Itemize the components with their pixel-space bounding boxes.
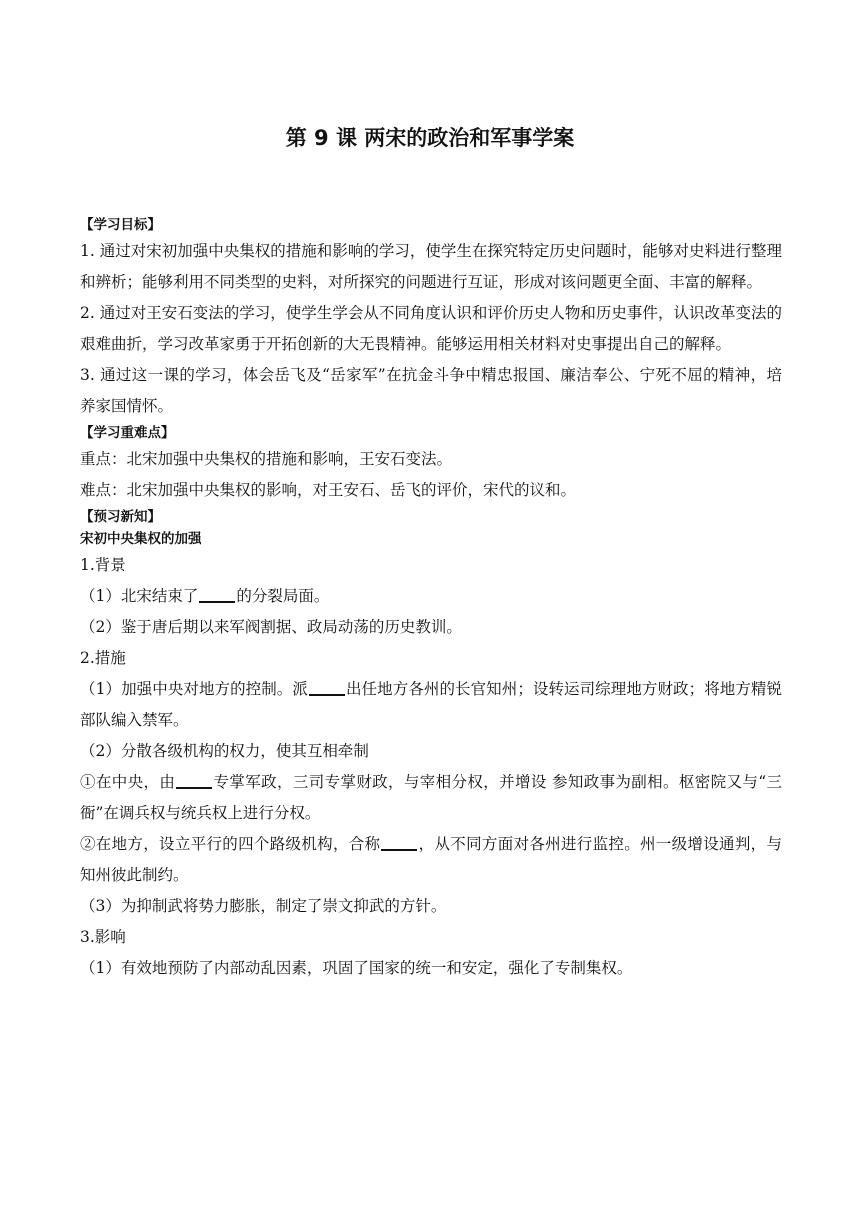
measure-1-text-b: 出任地方各州的长官知州；设转运司综理地方财政；将地方精锐部队编入禁军。: [80, 680, 782, 729]
heading-key-points: 【学习重难点】: [80, 425, 175, 441]
difficult-point: 难点：北宋加强中央集权的影响，对王安石、岳飞的评价，宋代的议和。: [80, 481, 577, 499]
document-body: [80, 214, 782, 984]
key-point: 重点：北宋加强中央集权的措施和影响，王安石变法。: [80, 450, 453, 468]
background-1: [80, 581, 782, 612]
measure-2-central: [80, 767, 782, 829]
measure-3: （3）为抑制武将势力膨胀，制定了崇文抑武的方针。: [80, 897, 447, 915]
goal-3: 3. 通过这一课的学习，体会岳飞及“岳家军”在抗金斗争中精忠报国、廉洁奉公、宁死不屈的精神，培养家国情怀。: [80, 366, 782, 415]
heading-preview: 【预习新知】: [80, 509, 161, 525]
measure-2-local-text-b: ，从不同方面对各州进行监控。州一级增设通判，与知州彼此制约。: [80, 835, 782, 884]
heading-learning-goals: 【学习目标】: [80, 217, 161, 233]
background-1-text-b: 的分裂局面。: [236, 587, 330, 605]
goal-2: 2. 通过对王安石变法的学习，使学生学会从不同角度认识和评价历史人物和历史事件，认识改革变法的艰难曲折，学习改革家勇于开拓创新的大无畏精神。能够运用相关材料对史事提出自己的解释。: [80, 304, 782, 353]
measure-2-central-text-a: ①在中央，由: [80, 773, 176, 791]
fill-blank[interactable]: [176, 773, 212, 789]
measure-1-text-a: （1）加强中央对地方的控制。派: [80, 680, 308, 698]
measure-1: [80, 674, 782, 736]
item-influence: 3.影响: [80, 928, 126, 946]
influence-1: （1）有效地预防了内部动乱因素，巩固了国家的统一和安定，强化了专制集权。: [80, 959, 633, 977]
measure-2-local: [80, 829, 782, 891]
background-2: （2）鉴于唐后期以来军阀割据、政局动荡的历史教训。: [80, 618, 462, 636]
fill-blank[interactable]: [381, 835, 417, 851]
goal-1: 1. 通过对宋初加强中央集权的措施和影响的学习，使学生在探究特定历史问题时，能够对史料进行整理和辨析；能够利用不同类型的史料，对所探究的问题进行互证，形成对该问题更全面、丰富的解释。: [80, 242, 782, 291]
measure-2-local-text-a: ②在地方，设立平行的四个路级机构，合称: [80, 835, 381, 853]
measure-2: （2）分散各级机构的权力，使其互相牵制: [80, 742, 369, 760]
fill-blank[interactable]: [309, 680, 345, 696]
measure-2-central-text-b: 专掌军政，三司专掌财政，与宰相分权，并增设 参知政事为副相。枢密院又与“三衙”在调兵权与统兵权上进行分权。: [80, 773, 782, 822]
item-measures: 2.措施: [80, 649, 126, 667]
background-1-text-a: （1）北宋结束了: [80, 587, 199, 605]
section-title: 宋初中央集权的加强: [80, 531, 202, 547]
fill-blank[interactable]: [199, 587, 235, 603]
item-background: 1.背景: [80, 556, 126, 574]
page-title: 第 9 课 两宋的政治和军事学案: [285, 126, 575, 150]
